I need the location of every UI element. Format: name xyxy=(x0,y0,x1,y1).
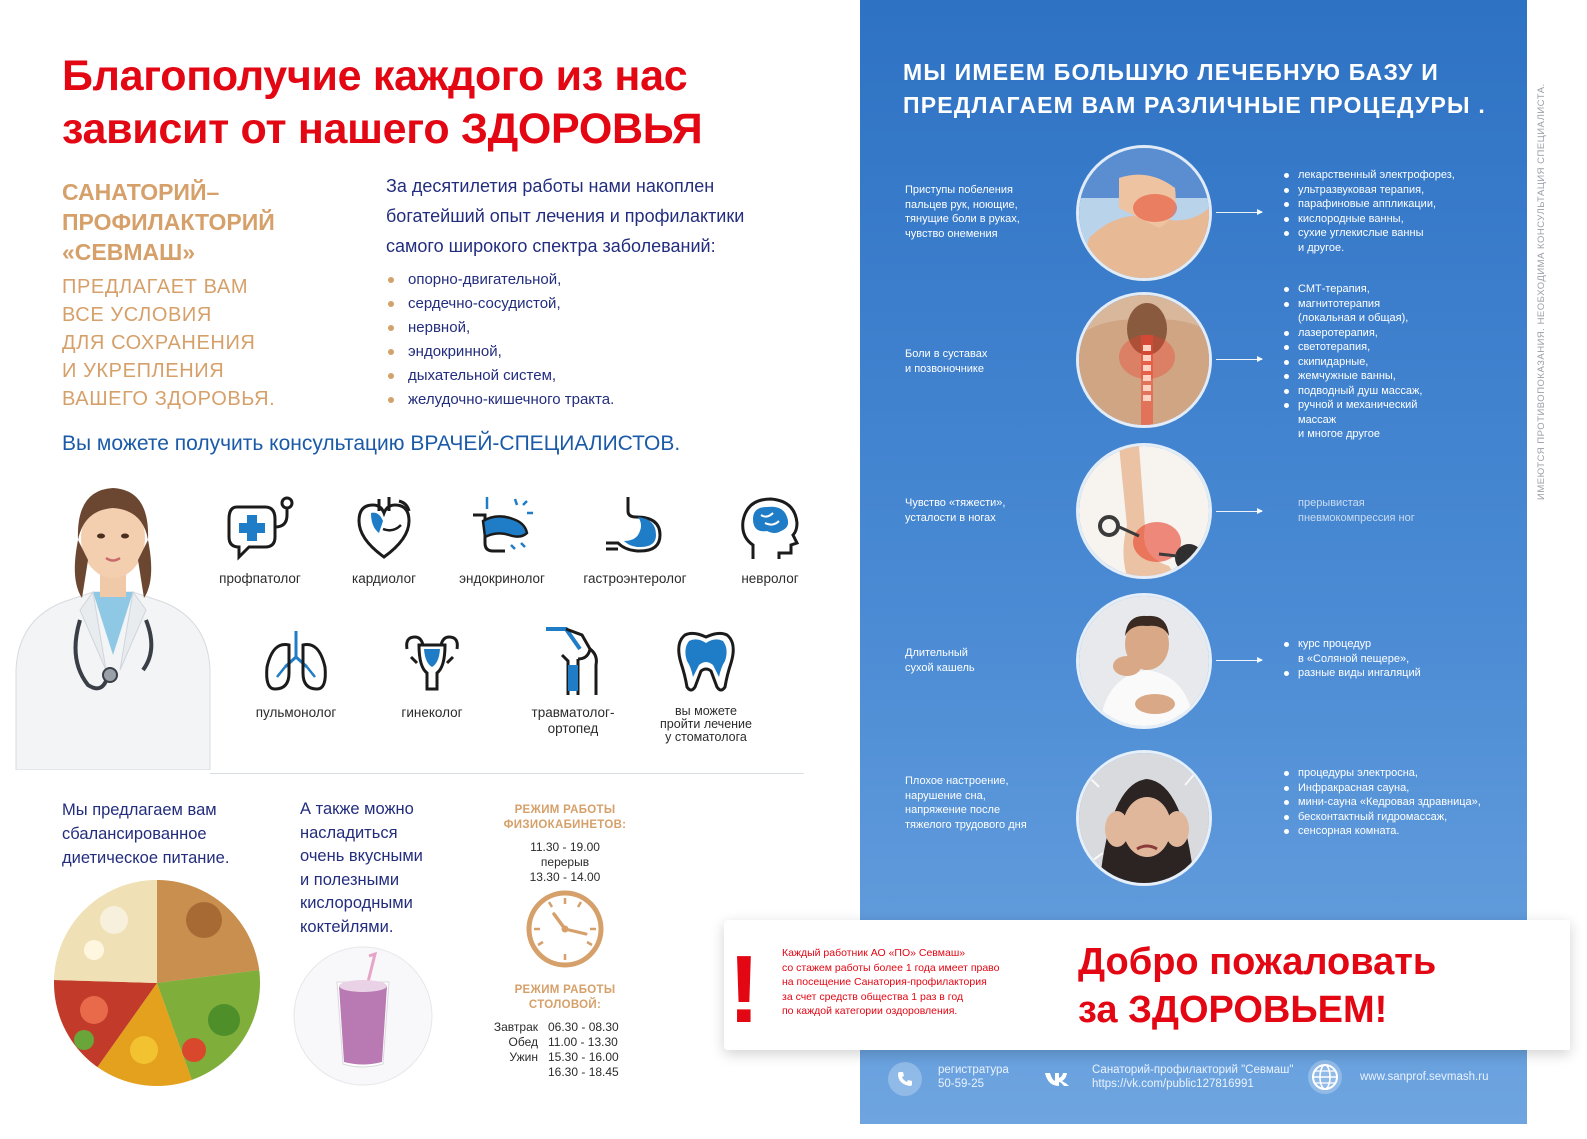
treatment-item: ультразвуковая терапия, xyxy=(1283,183,1455,198)
physio-break-hours: 13.30 - 14.00 xyxy=(529,870,601,884)
treatment-item: курс процедур xyxy=(1283,637,1421,652)
intro-line-2: богатейший опыт лечения и профилактики xyxy=(386,206,745,226)
specialist-label-line: травматолог- xyxy=(531,705,615,720)
treatments-legs xyxy=(1283,496,1415,525)
diet-line: Мы предлагаем вам xyxy=(62,801,217,819)
intro-line-1: За десятилетия работы нами накоплен xyxy=(386,176,715,196)
offer-line-4: И УКРЕПЛЕНИЯ xyxy=(62,360,225,382)
specialist-label-line: пройти лечение xyxy=(660,717,752,731)
treatment-item: (локальная и общая), xyxy=(1298,312,1409,324)
treatment-item: бесконтактный гидромассаж, xyxy=(1283,810,1481,825)
condition-line: пальцев рук, ноющие, xyxy=(905,198,1018,211)
treatment-item: подводный душ массаж, xyxy=(1283,384,1422,399)
condition-line: сухой кашель xyxy=(905,661,975,674)
meal-time: 06.30 - 08.30 xyxy=(548,1020,619,1034)
meal-time: 11.00 - 13.30 xyxy=(548,1035,618,1049)
specialist-endocrinologist xyxy=(432,493,572,587)
legs-photo xyxy=(1076,443,1212,579)
treatment-item: и многое другое xyxy=(1298,428,1380,440)
welcome-line: за ЗДОРОВЬЕМ! xyxy=(1078,989,1388,1031)
meal-name xyxy=(480,1065,548,1080)
cocktail-line: коктейлями. xyxy=(300,917,394,936)
physio-schedule-heading xyxy=(480,803,650,833)
treatments-stress xyxy=(1283,766,1481,839)
treatment-item: Инфракрасная сауна, xyxy=(1283,781,1481,796)
main-title-line-1: Благополучие каждого из нас xyxy=(62,52,688,100)
specialist-label: эндокринолог xyxy=(459,571,545,586)
knee-joint-icon xyxy=(538,625,608,697)
canteen-schedule xyxy=(480,1020,619,1080)
diet-text xyxy=(62,798,282,870)
condition-hands xyxy=(905,183,1065,241)
vk-icon[interactable] xyxy=(1040,1062,1074,1096)
condition-line: тянущие боли в руках, xyxy=(905,213,1020,225)
list-item: дыхательной систем, xyxy=(386,364,614,388)
meal-row xyxy=(480,1050,619,1065)
specialist-label: гинеколог xyxy=(401,705,463,720)
treatment-item: СМТ-терапия, xyxy=(1283,282,1422,297)
condition-cough xyxy=(905,646,1065,675)
treatment-item: лазеротерапия, xyxy=(1283,326,1422,341)
specialist-label: гастроэнтеролог xyxy=(583,571,687,586)
treatment-item: в «Соляной пещере», xyxy=(1298,652,1410,665)
condition-line: Длительный xyxy=(905,647,968,659)
contraindications-text: ИМЕЮТСЯ ПРОТИВОПОКАЗАНИЯ. НЕОБХОДИМА КОНСУЛЬТАЦИЯ СПЕЦИАЛИСТА. xyxy=(1536,83,1547,500)
registry-label: регистратура xyxy=(938,1064,1009,1076)
treatment-item: и другое. xyxy=(1298,241,1345,254)
meal-name: Завтрак xyxy=(493,1020,538,1034)
spine-photo xyxy=(1076,292,1212,428)
cocktail-line: А также можно xyxy=(300,800,414,818)
consult-prefix: Вы можете получить консультацию xyxy=(62,432,405,455)
hands-photo xyxy=(1076,145,1212,281)
registry-phone: 50-59-25 xyxy=(938,1078,985,1090)
condition-line: нарушение сна, xyxy=(905,789,986,802)
treatment-item: магнитотерапия xyxy=(1283,297,1422,312)
notice-line: по каждой категории оздоровления. xyxy=(782,1005,958,1017)
treatment-item: скипидарные, xyxy=(1283,355,1422,370)
clock-icon xyxy=(524,888,606,970)
procedures-title-line: ПРЕДЛАГАЕМ ВАМ РАЗЛИЧНЫЕ ПРОЦЕДУРЫ . xyxy=(903,92,1486,118)
condition-line: чувство онемения xyxy=(905,227,998,240)
treatments-hands xyxy=(1283,168,1455,255)
cocktail-line: кислородными xyxy=(300,894,413,912)
meal-name: Ужин xyxy=(509,1050,538,1064)
sanatorium-name xyxy=(62,177,362,267)
meal-row xyxy=(480,1035,619,1050)
specialist-label: профпатолог xyxy=(219,571,301,586)
specialist-label-line: у стоматолога xyxy=(665,730,747,744)
treatment-item: прерывистая xyxy=(1298,497,1365,509)
consultation-heading xyxy=(62,432,680,456)
intro-line-3: самого широкого спектра заболеваний: xyxy=(386,236,716,256)
specialist-pulmonologist xyxy=(226,627,366,721)
meal-name: Обед xyxy=(508,1035,538,1049)
treatment-item: парафиновые аппликации, xyxy=(1283,197,1455,212)
employee-notice xyxy=(782,946,1072,1019)
brand-line-3: «СЕВМАШ» xyxy=(62,239,196,265)
treatment-item: жемчужные ванны, xyxy=(1283,369,1422,384)
condition-line: и позвоночнике xyxy=(905,362,984,375)
specialist-label: пульмонолог xyxy=(255,705,337,720)
arrow-right-icon xyxy=(1216,660,1262,661)
specialist-label xyxy=(636,705,776,744)
specialist-label: невролог xyxy=(741,571,799,586)
welcome-heading xyxy=(1078,938,1538,1034)
stomach-icon xyxy=(600,493,670,563)
treatment-item: массаж xyxy=(1298,413,1337,426)
doctor-illustration xyxy=(8,470,218,770)
vk-contact xyxy=(1092,1063,1293,1091)
condition-line: Чувство «тяжести», xyxy=(905,497,1006,509)
physio-break-label: перерыв xyxy=(540,855,590,869)
divider xyxy=(210,773,804,774)
arrow-right-icon xyxy=(1216,359,1262,360)
treatment-item: светотерапия, xyxy=(1283,340,1422,355)
physio-schedule xyxy=(480,840,650,885)
globe-icon xyxy=(1308,1060,1342,1094)
condition-line: Боли в суставах xyxy=(905,348,988,360)
brand-line-1: САНАТОРИЙ– xyxy=(62,179,220,205)
arrow-right-icon xyxy=(1216,212,1262,213)
notice-line: Каждый работник АО «ПО» Севмаш» xyxy=(782,947,966,959)
offer-line-1: ПРЕДЛАГАЕТ ВАМ xyxy=(62,276,249,298)
welcome-line: Добро пожаловать xyxy=(1078,941,1437,983)
condition-line: тяжелого трудового дня xyxy=(905,818,1027,831)
specialist-gynecologist xyxy=(362,627,502,721)
condition-spine xyxy=(905,347,1065,376)
specialist-dentist xyxy=(636,627,776,744)
treatment-item: лекарственный электрофорез, xyxy=(1283,168,1455,183)
brain-icon xyxy=(735,493,805,563)
specialist-label-line: вы можете xyxy=(675,704,737,718)
cocktail-text xyxy=(300,798,480,939)
specialist-gastroenterologist xyxy=(565,493,705,587)
specialist-neurologist xyxy=(700,493,840,587)
main-title xyxy=(62,50,842,156)
disease-list xyxy=(386,268,614,412)
treatment-item: процедуры электросна, xyxy=(1283,766,1481,781)
intro-text xyxy=(386,171,826,261)
treatment-item: разные виды ингаляций xyxy=(1283,666,1421,681)
specialist-label-line: ортопед xyxy=(547,721,599,736)
meal-row xyxy=(480,1065,619,1080)
tooth-icon xyxy=(671,627,741,697)
cocktail-line: очень вкусными xyxy=(300,847,423,865)
vk-link[interactable]: https://vk.com/public127816991 xyxy=(1092,1078,1254,1090)
list-item: желудочно-кишечного тракта. xyxy=(386,388,614,412)
contraindications-note xyxy=(1536,60,1550,500)
diet-line: диетическое питание. xyxy=(62,849,230,867)
condition-line: напряжение после xyxy=(905,804,1001,816)
list-item: сердечно-сосудистой, xyxy=(386,292,614,316)
website-link[interactable]: www.sanprof.sevmash.ru xyxy=(1360,1071,1489,1083)
offer-line-3: ДЛЯ СОХРАНЕНИЯ xyxy=(62,332,256,354)
oxygen-cocktail-image xyxy=(293,946,433,1086)
notice-line: со стажем работы более 1 года имеет право xyxy=(782,961,1000,974)
treatment-item: мини-сауна «Кедровая здравница», xyxy=(1283,795,1481,810)
consult-highlight: ВРАЧЕЙ-СПЕЦИАЛИСТОВ. xyxy=(410,432,681,455)
cocktail-line: и полезными xyxy=(300,870,400,889)
condition-line: Приступы побеления xyxy=(905,184,1013,196)
canteen-schedule-heading xyxy=(480,983,650,1013)
specialist-label xyxy=(503,705,643,737)
condition-line: усталости в ногах xyxy=(905,511,996,524)
list-item: нервной, xyxy=(386,316,614,340)
condition-stress xyxy=(905,774,1065,832)
canteen-head-line: РЕЖИМ РАБОТЫ xyxy=(514,984,616,996)
specialist-traumatologist xyxy=(503,625,643,737)
notice-line: на посещение Санатория-профилактория xyxy=(782,976,987,988)
treatment-item: сухие углекислые ванны xyxy=(1283,226,1455,241)
physio-head-line: ФИЗИОКАБИНЕТОВ: xyxy=(503,819,627,831)
offer-line-2: ВСЕ УСЛОВИЯ xyxy=(62,304,212,326)
physio-hours: 11.30 - 19.00 xyxy=(530,840,600,854)
canteen-head-line: СТОЛОВОЙ: xyxy=(528,999,602,1011)
specialist-label: кардиолог xyxy=(352,571,416,586)
meal-time: 16.30 - 18.45 xyxy=(548,1065,619,1079)
phone-icon xyxy=(888,1062,922,1096)
treatment-item: сенсорная комната. xyxy=(1283,824,1481,839)
meal-row xyxy=(480,1020,619,1035)
diet-line: сбалансированное xyxy=(62,825,207,843)
procedures-title-line: МЫ ИМЕЕМ БОЛЬШУЮ ЛЕЧЕБНУЮ БАЗУ И xyxy=(903,59,1439,85)
specialist-profpathologist xyxy=(190,493,330,587)
exclamation-icon: ! xyxy=(728,936,760,1043)
list-item: эндокринной, xyxy=(386,340,614,364)
treatments-cough xyxy=(1283,637,1421,681)
cough-photo xyxy=(1076,593,1212,729)
stress-photo xyxy=(1076,750,1212,886)
arrow-right-icon xyxy=(1216,511,1262,512)
offer-text xyxy=(62,273,362,413)
condition-line: Плохое настроение, xyxy=(905,775,1009,787)
vk-name: Санаторий-профилакторий "Севмаш" xyxy=(1092,1064,1294,1076)
main-title-line-2: зависит от нашего ЗДОРОВЬЯ xyxy=(62,105,703,153)
stethoscope-icon xyxy=(225,493,295,563)
registry-contact xyxy=(938,1063,1009,1091)
treatment-item: пневмокомпрессия ног xyxy=(1298,511,1415,524)
cocktail-line: насладиться xyxy=(300,823,398,842)
pancreas-icon xyxy=(467,493,537,563)
brand-line-2: ПРОФИЛАКТОРИЙ xyxy=(62,209,275,235)
heart-icon xyxy=(349,493,419,563)
offer-line-5: ВАШЕГО ЗДОРОВЬЯ. xyxy=(62,388,276,410)
condition-legs xyxy=(905,496,1065,525)
list-item: опорно-двигательной, xyxy=(386,268,614,292)
physio-head-line: РЕЖИМ РАБОТЫ xyxy=(514,804,616,816)
treatments-spine xyxy=(1283,282,1422,442)
treatment-item: ручной и механический xyxy=(1283,398,1422,413)
food-plate-image xyxy=(54,880,260,1086)
procedures-title xyxy=(903,56,1503,122)
treatment-item: кислородные ванны, xyxy=(1283,212,1455,227)
uterus-icon xyxy=(397,627,467,697)
meal-time: 15.30 - 16.00 xyxy=(548,1050,619,1064)
notice-line: за счет средств общества 1 раз в год xyxy=(782,990,964,1003)
lungs-icon xyxy=(261,627,331,697)
